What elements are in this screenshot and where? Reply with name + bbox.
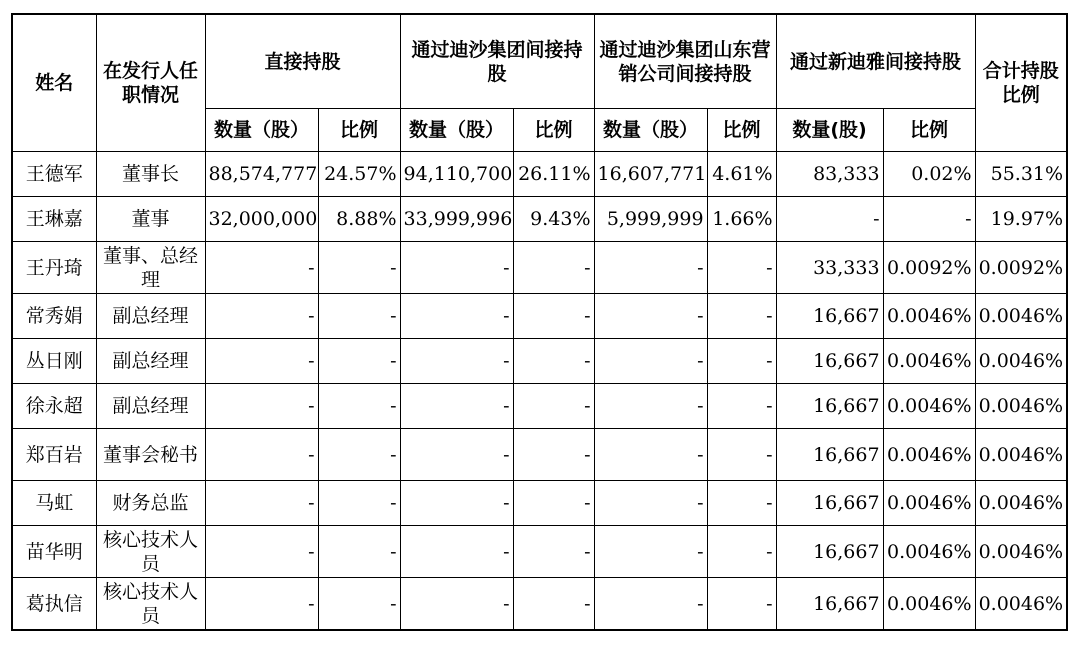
cell-group-qty: - (400, 481, 513, 526)
table-row (12, 197, 1067, 242)
cell-direct-ratio: - (318, 429, 400, 481)
cell-sd-qty: 5,999,999 (594, 197, 707, 242)
cell-group-qty: - (400, 578, 513, 631)
cell-direct-qty: - (205, 242, 318, 294)
cell-name: 王德军 (12, 152, 96, 197)
cell-position: 核心技术人员 (96, 526, 205, 578)
table-row (12, 384, 1067, 429)
cell-name: 常秀娟 (12, 294, 96, 339)
cell-position: 副总经理 (96, 339, 205, 384)
cell-position: 董事、总经理 (96, 242, 205, 294)
subheader-ratio: 比例 (513, 109, 594, 152)
cell-name: 郑百岩 (12, 429, 96, 481)
cell-total: 0.0046% (975, 578, 1067, 631)
cell-sd-ratio: - (707, 242, 776, 294)
cell-direct-qty: - (205, 339, 318, 384)
cell-group-ratio: 26.11% (513, 152, 594, 197)
cell-xdy-ratio: 0.0046% (883, 384, 975, 429)
cell-name: 徐永超 (12, 384, 96, 429)
header-row (12, 14, 1067, 109)
header-position: 在发行人任职情况 (96, 14, 205, 152)
cell-group-ratio: 9.43% (513, 197, 594, 242)
cell-name: 苗华明 (12, 526, 96, 578)
table-row (12, 526, 1067, 578)
cell-position: 副总经理 (96, 384, 205, 429)
cell-group-ratio: - (513, 294, 594, 339)
subheader-qty: 数量(股) (776, 109, 883, 152)
subheader-ratio: 比例 (707, 109, 776, 152)
cell-position: 董事会秘书 (96, 429, 205, 481)
cell-xdy-ratio: 0.0046% (883, 481, 975, 526)
table-row (12, 294, 1067, 339)
cell-xdy-ratio: 0.0046% (883, 578, 975, 631)
cell-sd-ratio: - (707, 526, 776, 578)
header-via-disha-shandong: 通过迪沙集团山东营销公司间接持股 (594, 14, 776, 109)
cell-xdy-ratio: 0.0046% (883, 429, 975, 481)
cell-group-qty: 33,999,996 (400, 197, 513, 242)
cell-group-ratio: - (513, 339, 594, 384)
cell-sd-ratio: 1.66% (707, 197, 776, 242)
subheader-qty: 数量（股） (205, 109, 318, 152)
cell-group-ratio: - (513, 481, 594, 526)
cell-group-ratio: - (513, 526, 594, 578)
cell-direct-ratio: - (318, 294, 400, 339)
cell-total: 0.0046% (975, 294, 1067, 339)
table-row (12, 339, 1067, 384)
cell-direct-ratio: - (318, 339, 400, 384)
cell-xdy-qty: 16,667 (776, 578, 883, 631)
cell-direct-qty: - (205, 294, 318, 339)
cell-group-qty: - (400, 294, 513, 339)
cell-xdy-ratio: 0.02% (883, 152, 975, 197)
cell-total: 55.31% (975, 152, 1067, 197)
cell-xdy-qty: 16,667 (776, 526, 883, 578)
cell-direct-qty: 32,000,000 (205, 197, 318, 242)
cell-sd-ratio: - (707, 481, 776, 526)
subheader-qty: 数量（股） (400, 109, 513, 152)
header-total-ratio: 合计持股比例 (975, 14, 1067, 152)
table-row (12, 429, 1067, 481)
cell-total: 0.0046% (975, 481, 1067, 526)
cell-sd-ratio: - (707, 294, 776, 339)
cell-direct-ratio: 24.57% (318, 152, 400, 197)
cell-xdy-qty: 16,667 (776, 429, 883, 481)
cell-group-qty: - (400, 526, 513, 578)
cell-direct-qty: 88,574,777 (205, 152, 318, 197)
cell-sd-qty: - (594, 384, 707, 429)
table-row (12, 578, 1067, 631)
cell-sd-ratio: 4.61% (707, 152, 776, 197)
cell-position: 财务总监 (96, 481, 205, 526)
cell-direct-qty: - (205, 578, 318, 631)
cell-name: 王琳嘉 (12, 197, 96, 242)
cell-direct-ratio: - (318, 242, 400, 294)
cell-position: 董事长 (96, 152, 205, 197)
cell-sd-qty: - (594, 242, 707, 294)
cell-group-qty: - (400, 339, 513, 384)
table-row (12, 481, 1067, 526)
cell-position: 核心技术人员 (96, 578, 205, 631)
cell-direct-qty: - (205, 526, 318, 578)
cell-position: 董事 (96, 197, 205, 242)
cell-group-ratio: - (513, 429, 594, 481)
subheader-ratio: 比例 (883, 109, 975, 152)
cell-total: 0.0046% (975, 339, 1067, 384)
cell-direct-ratio: - (318, 526, 400, 578)
cell-xdy-qty: 16,667 (776, 339, 883, 384)
cell-xdy-qty: 16,667 (776, 294, 883, 339)
cell-sd-qty: - (594, 339, 707, 384)
cell-name: 马虹 (12, 481, 96, 526)
cell-xdy-qty: 16,667 (776, 481, 883, 526)
cell-sd-ratio: - (707, 429, 776, 481)
table-row (12, 242, 1067, 294)
cell-sd-ratio: - (707, 578, 776, 631)
cell-sd-qty: - (594, 526, 707, 578)
cell-name: 王丹琦 (12, 242, 96, 294)
cell-sd-qty: - (594, 429, 707, 481)
cell-xdy-ratio: 0.0092% (883, 242, 975, 294)
cell-name: 葛执信 (12, 578, 96, 631)
cell-total: 0.0046% (975, 429, 1067, 481)
cell-sd-ratio: - (707, 384, 776, 429)
cell-total: 0.0046% (975, 526, 1067, 578)
header-name: 姓名 (12, 14, 96, 152)
cell-sd-qty: 16,607,771 (594, 152, 707, 197)
cell-sd-ratio: - (707, 339, 776, 384)
cell-xdy-qty: 16,667 (776, 384, 883, 429)
cell-total: 0.0092% (975, 242, 1067, 294)
cell-xdy-ratio: - (883, 197, 975, 242)
cell-xdy-ratio: 0.0046% (883, 294, 975, 339)
cell-xdy-qty: 83,333 (776, 152, 883, 197)
cell-direct-ratio: - (318, 578, 400, 631)
cell-sd-qty: - (594, 294, 707, 339)
cell-position: 副总经理 (96, 294, 205, 339)
cell-group-ratio: - (513, 578, 594, 631)
shareholding-table (11, 13, 1068, 631)
cell-xdy-ratio: 0.0046% (883, 526, 975, 578)
cell-group-ratio: - (513, 242, 594, 294)
header-via-disha-group: 通过迪沙集团间接持股 (400, 14, 594, 109)
table-row (12, 152, 1067, 197)
cell-total: 0.0046% (975, 384, 1067, 429)
cell-sd-qty: - (594, 578, 707, 631)
subheader-qty: 数量（股） (594, 109, 707, 152)
cell-group-qty: - (400, 429, 513, 481)
subheader-ratio: 比例 (318, 109, 400, 152)
cell-xdy-ratio: 0.0046% (883, 339, 975, 384)
cell-group-qty: - (400, 384, 513, 429)
cell-xdy-qty: 33,333 (776, 242, 883, 294)
cell-direct-qty: - (205, 384, 318, 429)
cell-group-qty: 94,110,700 (400, 152, 513, 197)
cell-group-qty: - (400, 242, 513, 294)
cell-direct-ratio: - (318, 384, 400, 429)
cell-direct-ratio: - (318, 481, 400, 526)
cell-name: 丛日刚 (12, 339, 96, 384)
cell-direct-qty: - (205, 429, 318, 481)
header-direct: 直接持股 (205, 14, 400, 109)
cell-group-ratio: - (513, 384, 594, 429)
cell-direct-ratio: 8.88% (318, 197, 400, 242)
cell-xdy-qty: - (776, 197, 883, 242)
cell-direct-qty: - (205, 481, 318, 526)
cell-total: 19.97% (975, 197, 1067, 242)
cell-sd-qty: - (594, 481, 707, 526)
header-via-xindiya: 通过新迪雅间接持股 (776, 14, 975, 109)
